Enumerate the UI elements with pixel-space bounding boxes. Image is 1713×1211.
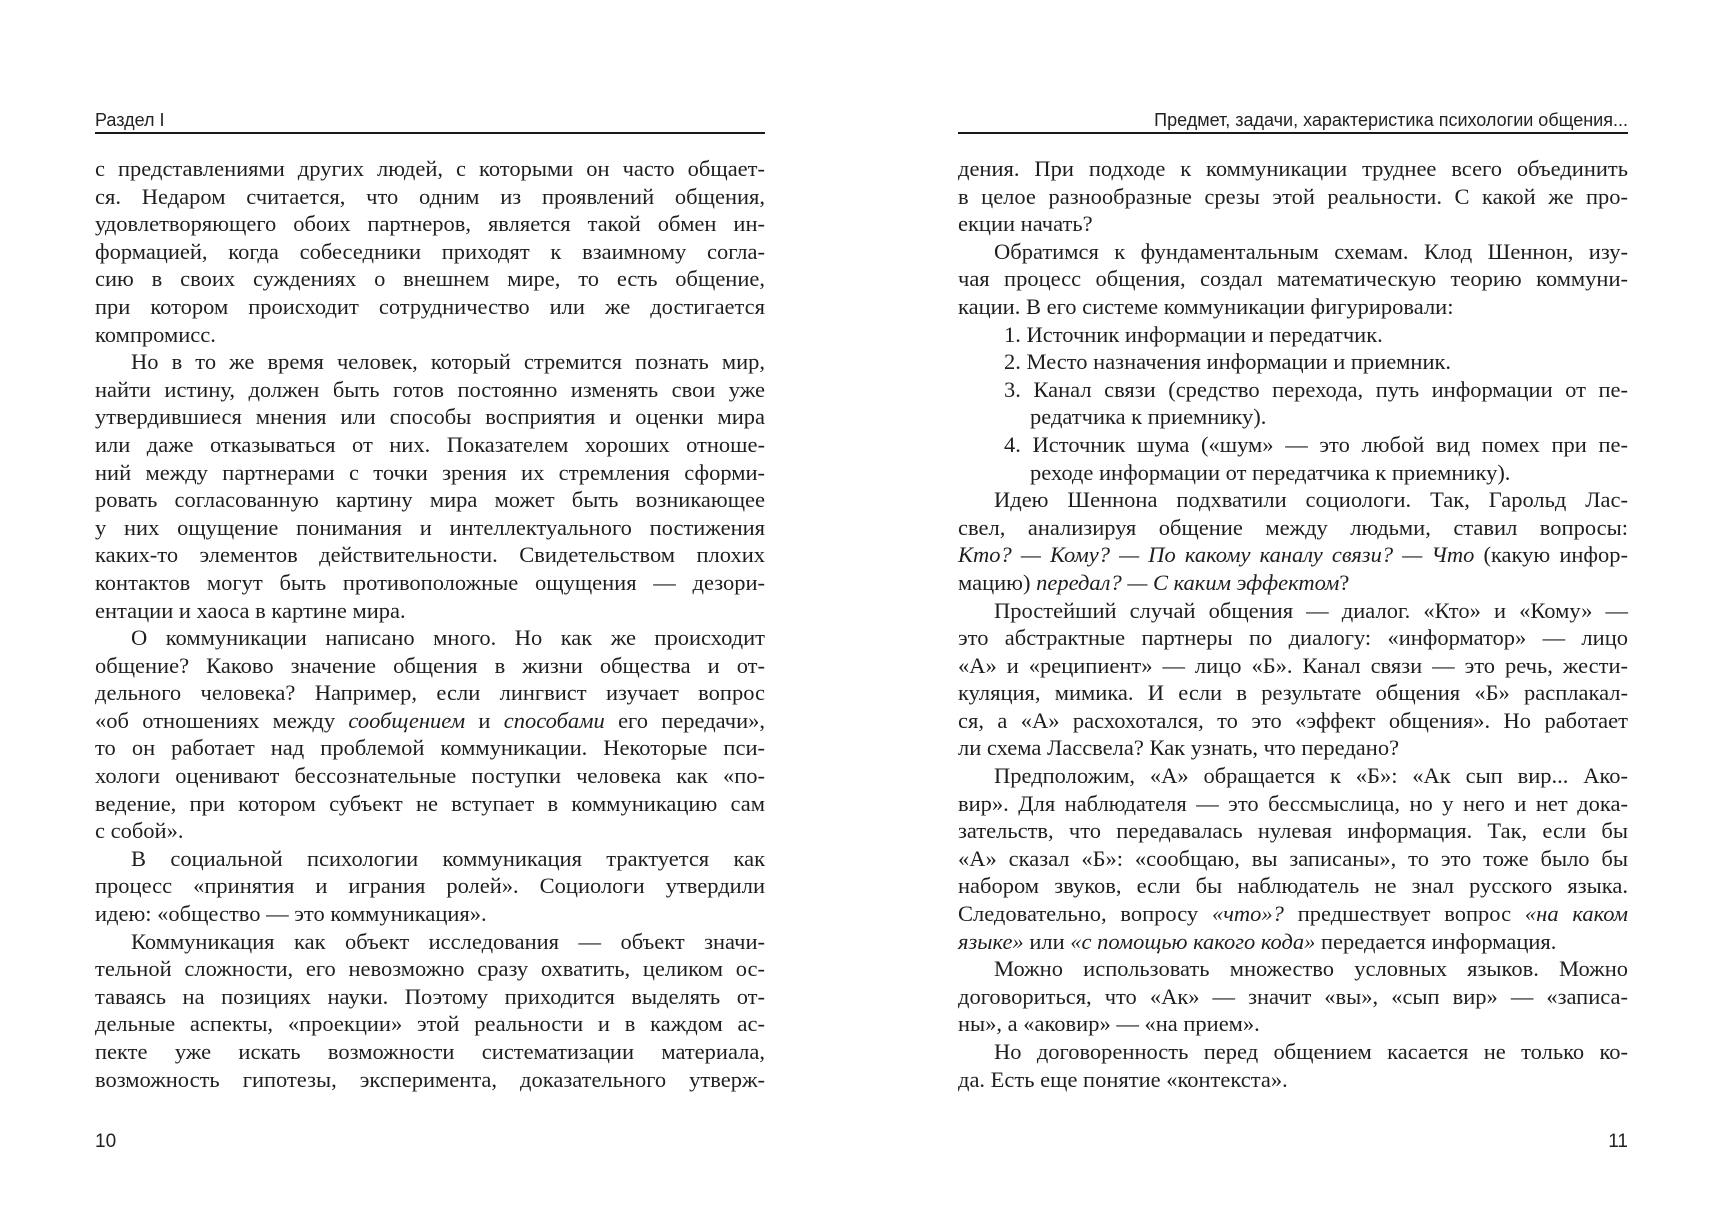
text-line: «А» и «реципиент» — лицо «Б». Канал связи — это речь, жести- (958, 652, 1628, 678)
text-line: дельные аспекты, «проекции» этой реальности и в каждом ас- (95, 1011, 765, 1037)
text-line: каких-то элементов действительности. Свидетельством плохих (95, 542, 765, 568)
text-line: ся. Недаром считается, что одним из проявлений общения, (95, 183, 765, 209)
text-line: договориться, что «Ак» — значит «вы», «сып вир» — «записа- (958, 983, 1628, 1009)
text-line: ведение, при котором субъект не вступает в коммуникацию сам (95, 790, 765, 816)
italic-run: способами (503, 707, 605, 733)
running-header-left: Раздел I (95, 108, 765, 134)
italic-run: языке» (958, 928, 1024, 954)
text-run: или (1023, 928, 1071, 954)
text-line: ний между партнерами с точки зрения их стремления сформи- (95, 459, 765, 485)
text-line: ся, а «А» расхохотался, то это «эффект общения». Но работает (958, 707, 1628, 733)
text-run: его передачи», (604, 707, 765, 733)
text-line: в целое разнообразные срезы этой реальности. С какой же про- (958, 183, 1628, 209)
italic-run: передал? — С каким эффектом (1036, 569, 1340, 595)
text-line: процесс «принятия и играния ролей». Социологи утвердили (95, 873, 765, 899)
page-number-left: 10 (95, 1131, 117, 1152)
text-line: идею: «общество — это коммуникация». (95, 901, 487, 927)
text-line: вир». Для наблюдателя — это бессмыслица, но у него и нет дока- (958, 790, 1628, 816)
text-line: утвердившиеся мнения или способы восприятия и оценки мира (95, 404, 765, 430)
text-line: возможность гипотезы, эксперимента, доказательного утверж- (95, 1066, 765, 1092)
text-run: Следовательно, вопросу (958, 901, 1212, 927)
text-line: сию в своих суждениях о внешнем мире, то есть общение, (95, 266, 765, 292)
text-line: дения. При подходе к коммуникации труднее всего объединить (958, 156, 1628, 181)
text-run: предшествует вопрос (1283, 901, 1525, 927)
text-line: при котором происходит сотрудничество или же достигается (95, 293, 765, 319)
text-run: «об отношениях между (95, 707, 349, 733)
text-line: «А» сказал «Б»: «сообщаю, вы записаны», то это тоже было бы (958, 845, 1628, 871)
text-line: Но договоренность перед общением касается не только ко- (994, 1039, 1628, 1064)
text-run: мацию) (958, 569, 1037, 595)
text-line: набором звуков, если бы наблюдатель не знал русского языка. (958, 873, 1628, 899)
text-line: Идею Шеннона подхватили социологи. Так, Гарольд Лас- (994, 487, 1628, 513)
text-line: таваясь на позициях науки. Поэтому приходится выделять от- (95, 983, 765, 1009)
text-line: хологи оценивают бессознательные поступки человека как «по- (95, 763, 765, 789)
text-line (958, 541, 1628, 569)
text-line (958, 900, 1628, 928)
text-line: найти истину, должен быть готов постоянно изменять свои уже (95, 376, 765, 402)
text-run: ? (1339, 569, 1350, 595)
left-page-body (95, 155, 765, 1093)
text-line (958, 569, 1628, 597)
text-line: да. Есть еще понятие «контекста». (958, 1066, 1288, 1092)
list-item-continuation: редатчика к приемнику). (1030, 404, 1267, 430)
text-line: или даже отказываться от них. Показателем хороших отноше- (95, 431, 765, 457)
text-line: контактов могут быть противоположные ощущения — дезори- (95, 569, 765, 595)
text-line: ны», а «аковир» — «на прием». (958, 1011, 1260, 1037)
italic-run: «что»? (1211, 901, 1284, 927)
text-line: екции начать? (958, 211, 1093, 237)
text-line: В социальной психологии коммуникация трактуется как (131, 845, 765, 871)
running-header-right: Предмет, задачи, характеристика психологии общения... (958, 108, 1628, 134)
text-line: куляция, мимика. И если в результате общения «Б» расплакал- (958, 680, 1628, 706)
text-line: Предположим, «А» обращается к «Б»: «Ак сып вир... Ако- (994, 763, 1628, 789)
text-run: передается информация. (1315, 928, 1557, 954)
text-run: (какую инфор- (1474, 542, 1628, 568)
text-line: с представлениями других людей, с которыми он часто общает- (95, 156, 765, 181)
text-line: у них ощущение понимания и интеллектуального постижения (95, 514, 765, 540)
text-line: формацией, когда собеседники приходят к взаимному согла- (95, 238, 765, 264)
text-line (95, 707, 765, 735)
text-line: с собой». (95, 818, 184, 844)
italic-run: «на каком (1524, 901, 1629, 927)
list-item: 1. Источник информации и передатчик. (1004, 321, 1383, 347)
page-number-right: 11 (1608, 1131, 1628, 1152)
text-line (958, 928, 1628, 956)
text-line: удовлетворяющего обоих партнеров, является такой обмен ин- (95, 211, 765, 237)
text-line: чая процесс общения, создал математическую теорию коммуни- (958, 266, 1628, 292)
list-item: 2. Место назначения информации и приемник. (1004, 349, 1452, 375)
right-page-body (958, 155, 1628, 1093)
italic-run: сообщением (348, 707, 466, 733)
italic-run: «с помощью какого кода» (1070, 928, 1316, 954)
text-line: это абстрактные партнеры по диалогу: «информатор» — лицо (958, 625, 1628, 651)
text-line: О коммуникации написано много. Но как же происходит (131, 625, 765, 651)
text-line: то он работает над проблемой коммуникации. Некоторые пси- (95, 735, 765, 761)
text-run: и (465, 707, 504, 733)
text-line: дельного человека? Например, если лингвист изучает вопрос (95, 680, 765, 706)
text-line: зательств, что передавалась нулевая информация. Так, если бы (958, 818, 1628, 844)
list-item: 3. Канал связи (средство перехода, путь информации от пе- (1004, 376, 1628, 402)
text-line: кации. В его системе коммуникации фигурировали: (958, 293, 1454, 319)
text-line: тельной сложности, его невозможно сразу охватить, целиком ос- (95, 956, 765, 982)
list-item: 4. Источник шума («шум» — это любой вид помех при пе- (1004, 431, 1628, 457)
italic-run: Кто? — Кому? — По какому каналу связи? — Что (958, 542, 1475, 568)
text-line: Коммуникация как объект исследования — объект значи- (131, 928, 765, 954)
text-line: Можно использовать множество условных языков. Можно (994, 956, 1628, 982)
text-line: пекте уже искать возможности систематизации материала, (95, 1039, 765, 1064)
text-line: ли схема Лассвела? Как узнать, что передано? (958, 735, 1400, 761)
text-line: Обратимся к фундаментальным схемам. Клод Шеннон, изу- (994, 238, 1628, 264)
text-line: Но в то же время человек, который стремится познать мир, (131, 349, 765, 375)
list-item-continuation: реходе информации от передатчика к приемнику). (1030, 459, 1511, 485)
text-line: ентации и хаоса в картине мира. (95, 597, 406, 623)
text-line: общение? Каково значение общения в жизни общества и от- (95, 652, 765, 678)
text-line: свел, анализируя общение между людьми, ставил вопросы: (958, 514, 1628, 540)
text-line: Простейший случай общения — диалог. «Кто» и «Кому» — (994, 597, 1628, 623)
text-line: компромисс. (95, 321, 216, 347)
text-line: ровать согласованную картину мира может быть возникающее (95, 487, 765, 513)
